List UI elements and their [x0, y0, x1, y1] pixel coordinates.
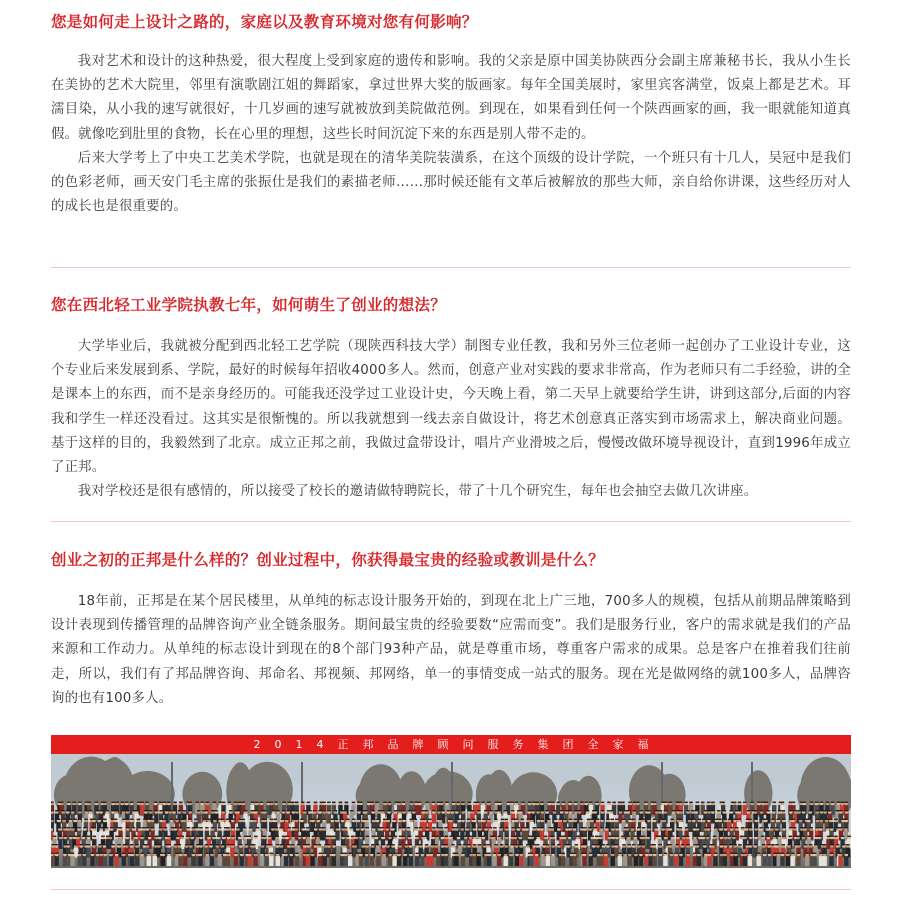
answer-paragraph: 后来大学考上了中央工艺美术学院，也就是现在的清华美院装潢系，在这个顶级的设计学院，一个班只有十几人，吴冠中是我们的色彩老师，画天安门毛主席的张振仕是我们的素描老师……那时候还能有文革后被解放的那些大师，亲自给你讲课，这些经历对人的成长也是很重要的。: [51, 150, 851, 215]
answer-paragraph: 我对学校还是很有感情的，所以接受了校长的邀请做特聘院长，带了十几个研究生，每年也会抽空去做几次讲座。: [77, 484, 758, 500]
section-divider: [51, 267, 851, 268]
section-divider: [51, 521, 851, 522]
answer-paragraph: 我对艺术和设计的这种热爱，很大程度上受到家庭的遗传和影响。我的父亲是原中国美协陕西分会副主席兼秘书长，我从小生长在美协的艺术大院里，邻里有演歌剧江姐的舞蹈家，拿过世界大奖的版画家。每年全国美展时，家里宾客满堂，饭桌上都是艺术。耳濡目染，从小我的速写就很好，十几岁画的速写就被放到美院做范例。到现在，如果看到任何一个陕西画家的画，我一眼就能知道真假。就像吃到肚里的食物，长在心里的理想，这些长时间沉淀下来的东西是别人带不走的。: [51, 54, 851, 142]
answer-body: [51, 50, 851, 219]
answer-paragraph: 18年前，正邦是在某个居民楼里，从单纯的标志设计服务开始的，到现在北上广三地，700多人的规模，包括从前期品牌策略到设计表现到传播管理的品牌咨询产业全链条服务。期间最宝贵的经验要数“应需而变”。我们是服务行业，客户的需求就是我们的产品来源和工作动力。从单纯的标志设计到现在的8个部门93种产品，就是尊重市场，尊重客户需求的成果。总是客户在推着我们往前走，所以，我们有了邦品牌咨询、邦命名、邦视频、邦网络，单一的事情变成一站式的服务。现在光是做网络的就100多人，品牌咨询的也有100多人。: [51, 594, 851, 706]
section-divider: [51, 889, 851, 890]
group-photo: [51, 735, 851, 868]
question-heading: 创业之初的正邦是什么样的？创业过程中，你获得最宝贵的经验或教训是什么？: [51, 551, 605, 569]
group-photo-image: [51, 754, 851, 868]
qa-section-family: [51, 12, 851, 219]
question-heading: 您是如何走上设计之路的，家庭以及教育环境对您有何影响？: [51, 13, 478, 31]
answer-body: [51, 590, 851, 711]
question-heading: 您在西北轻工业学院执教七年，如何萌生了创业的想法？: [51, 296, 447, 314]
photo-caption: 2014正邦品牌顾问服务集团全家福: [51, 735, 851, 754]
qa-section-startup: [51, 550, 851, 711]
answer-body: [51, 335, 851, 504]
qa-section-teaching: [51, 295, 851, 504]
answer-paragraph: 大学毕业后，我就被分配到西北轻工艺学院（现陕西科技大学）制图专业任教，我和另外三位老师一起创办了工业设计专业，这个专业后来发展到系、学院，最好的时候每年招收4000多人。然而，创意产业对实践的要求非常高，作为老师只有二手经验，讲的全是课本上的东西，而不是亲身经历的。可能我还没学过工业设计史，今天晚上看，第二天早上就要给学生讲，讲到这部分,后面的内容我和学生一样还没看过。这其实是很惭愧的。所以我就想到一线去亲自做设计，将艺术创意真正落实到市场需求上，解决商业问题。基于这样的目的，我毅然到了北京。成立正邦之前，我做过盒带设计，唱片产业滑坡之后，慢慢改做环境导视设计，直到1996年成立了正邦。: [51, 339, 851, 476]
